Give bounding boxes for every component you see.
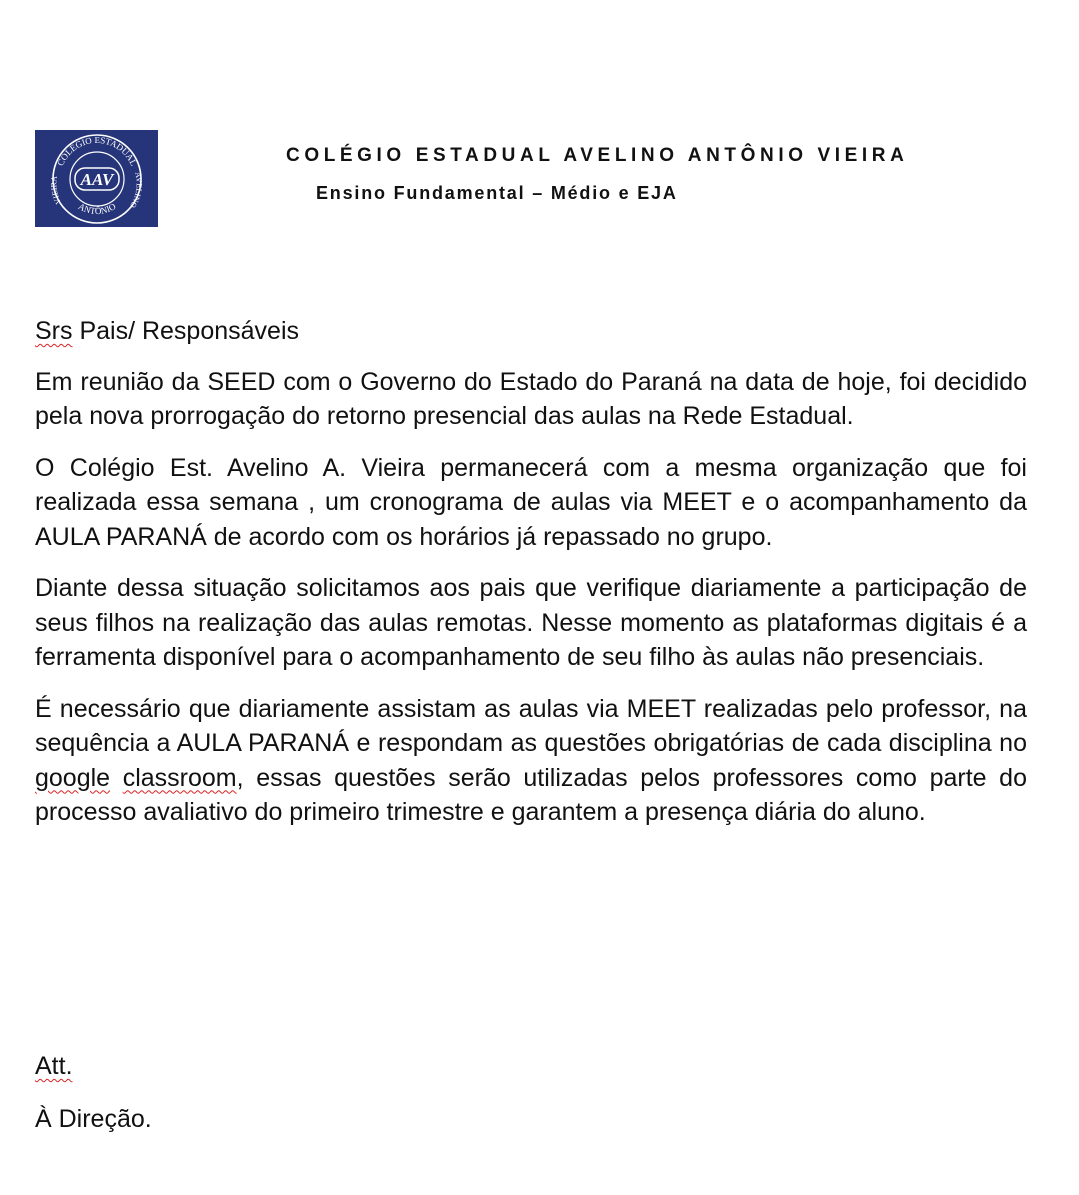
logo-initials: AAV bbox=[80, 170, 114, 189]
logo-ring-right: AVELINO bbox=[128, 170, 144, 210]
salutation-rest: Pais/ Responsáveis bbox=[72, 317, 300, 345]
letter-body bbox=[35, 314, 1027, 847]
school-logo bbox=[35, 130, 158, 227]
closing-signature: À Direção. bbox=[35, 1104, 152, 1133]
paragraph-4-part2: , essas questões serão utilizadas pelos professores como parte do processo avaliativo do primeiro trimestre e garantem a presença diária do aluno. bbox=[35, 763, 1027, 826]
paragraph-2: O Colégio Est. Avelino A. Vieira permanecerá com a mesma organização que foi realizada essa semana , um cronograma de aulas via MEET e o acompanhamento da AULA PARANÁ de acordo com os horários já repassado no grupo. bbox=[35, 453, 1027, 551]
closing-att-word: Att. bbox=[35, 1052, 73, 1080]
salutation-srs: Srs bbox=[35, 317, 73, 345]
word-classroom: classroom bbox=[122, 763, 237, 792]
school-seal-icon bbox=[35, 130, 158, 227]
closing bbox=[35, 1049, 152, 1154]
paragraph-3: Diante dessa situação solicitamos aos pais que verifique diariamente a participação de seus filhos na realização das aulas remotas. Nesse momento as plataformas digitais é a ferramenta disponível para o acompanhamento de seu filho às aulas não presenciais. bbox=[35, 574, 1027, 671]
svg-text:COLÉGIO ESTADUAL bbox=[55, 135, 139, 167]
logo-ring-top: COLÉGIO ESTADUAL bbox=[55, 134, 139, 168]
logo-ring-bottom: ANTÔNIO bbox=[76, 201, 118, 217]
salutation bbox=[35, 314, 1027, 349]
paragraph-1: Em reunião da SEED com o Governo do Estado do Paraná na data de hoje, foi decidido pela nova prorrogação do retorno presencial das aulas na Rede Estadual. bbox=[35, 367, 1027, 430]
school-subtitle: Ensino Fundamental – Médio e EJA bbox=[316, 183, 678, 203]
paragraph-4-space bbox=[110, 764, 123, 792]
paragraph-4 bbox=[35, 692, 1027, 830]
paragraph-4-part1: É necessário que diariamente assistam as aulas via MEET realizadas pelo professor, na sequência a AULA PARANÁ e respondam as questões obrigatórias de cada disciplina no bbox=[35, 694, 1027, 757]
logo-ring-left: VIEIRA bbox=[49, 175, 64, 206]
svg-text:ANTÔNIO bbox=[77, 201, 118, 216]
school-name: COLÉGIO ESTADUAL AVELINO ANTÔNIO VIEIRA bbox=[286, 145, 909, 166]
closing-att bbox=[35, 1049, 152, 1084]
word-google: google bbox=[35, 763, 111, 792]
svg-text:VIEIRA bbox=[49, 175, 63, 205]
